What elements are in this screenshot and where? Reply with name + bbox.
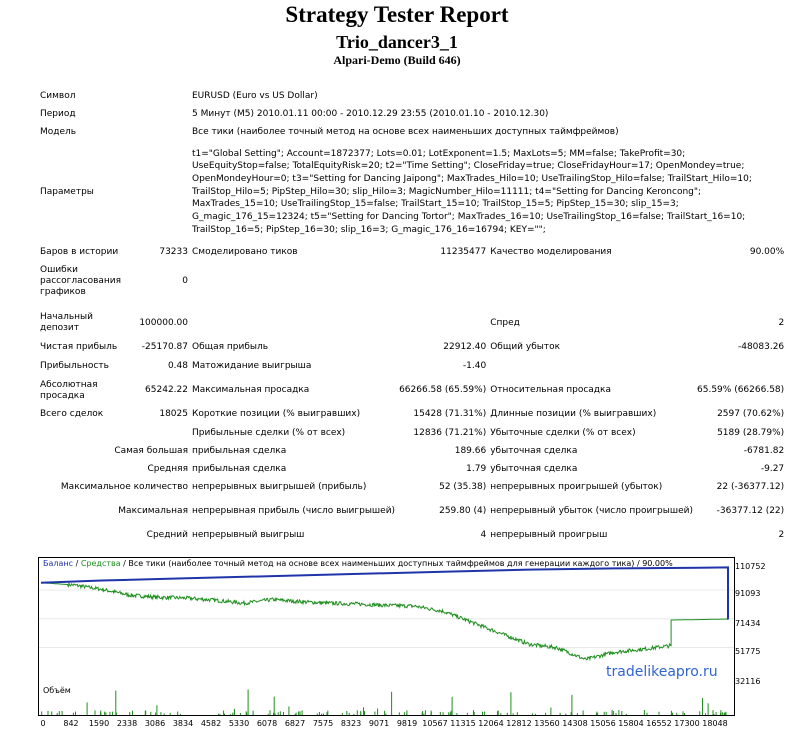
volume-bar <box>246 711 247 715</box>
average-profit-label: прибыльная сделка <box>192 463 287 474</box>
params-line: TrailStop_Hilo=5; PipStep_Hilo=30; slip_Hilo=3; MagicNumber_Hilo=11111; t4="Setting for Dancing Keroncong"; <box>192 186 702 197</box>
net-profit-label: Чистая прибыль <box>40 342 118 352</box>
volume-bar <box>357 710 358 715</box>
volume-bar <box>621 711 622 715</box>
volume-bar <box>62 711 63 715</box>
volume-bar <box>724 713 725 715</box>
volume-bar <box>48 711 49 715</box>
rel-drawdown-value: 65.59% (66266.58) <box>697 385 785 395</box>
volume-bar <box>104 712 105 715</box>
volume-label: Объём <box>43 686 71 695</box>
volume-bar <box>672 714 673 715</box>
errors-label: Ошибки рассогласования графиков <box>40 265 122 297</box>
volume-bar <box>109 712 110 715</box>
volume-bar <box>360 712 361 715</box>
x-tick-label: 1590 <box>88 719 110 728</box>
volume-bar <box>659 712 660 715</box>
volume-bar <box>683 711 684 715</box>
volume-bar <box>342 713 343 715</box>
max-consec-wins-label: непрерывных выигрышей (прибыль) <box>192 481 367 492</box>
volume-bar <box>722 712 723 715</box>
volume-bar <box>404 712 405 715</box>
volume-bar <box>456 713 457 715</box>
volume-bar <box>112 712 113 715</box>
x-tick-label: 5330 <box>228 719 250 728</box>
volume-bar <box>164 713 165 715</box>
period-label: Период <box>40 108 76 119</box>
volume-bar <box>510 692 511 715</box>
max-consec-wins-value: 52 (35.38) <box>439 481 487 492</box>
volume-bar <box>218 714 219 715</box>
volume-bar <box>500 713 501 715</box>
max-consec-profit-value: 259.80 (4) <box>439 505 487 516</box>
volume-chart-plot <box>39 685 734 715</box>
volume-bar <box>298 712 299 716</box>
y-tick-label: 91093 <box>735 589 761 598</box>
loss-trades-label: Убыточные сделки (% от всех) <box>490 427 636 438</box>
net-profit-value: -25170.87 <box>141 342 188 352</box>
y-tick-label: 32116 <box>735 677 761 686</box>
volume-bar <box>100 711 101 716</box>
errors-value: 0 <box>182 276 188 286</box>
maximal-label: Максимальная <box>118 505 188 516</box>
max-consec-losses-label: непрерывных проигрышей (убыток) <box>490 481 663 492</box>
y-tick-label: 110752 <box>735 562 766 571</box>
watermark: tradelikeapro.ru <box>606 664 718 680</box>
report-table <box>38 87 786 544</box>
volume-chart <box>38 685 735 716</box>
volume-bar <box>467 713 468 715</box>
volume-bar <box>684 713 685 715</box>
volume-bar <box>613 711 614 715</box>
average-loss-value: -9.27 <box>760 463 785 474</box>
volume-bar <box>59 711 60 715</box>
x-tick-label: 2338 <box>116 719 138 728</box>
volume-bar <box>302 710 303 715</box>
volume-bar <box>177 712 178 716</box>
largest-loss-label: убыточная сделка <box>490 445 578 456</box>
volume-bar <box>253 711 254 715</box>
volume-bar <box>517 712 518 715</box>
volume-bar <box>234 710 235 715</box>
volume-bar <box>223 711 224 716</box>
volume-bar <box>105 712 106 715</box>
report-title: Strategy Tester Report <box>285 2 509 27</box>
volume-bar <box>422 711 423 715</box>
volume-bar <box>606 712 607 715</box>
volume-bar <box>87 702 88 715</box>
mean-wins-label: непрерывный выигрыш <box>192 529 305 540</box>
bars-label: Баров в истории <box>40 247 119 257</box>
volume-bar <box>240 713 241 715</box>
largest-profit-label: прибыльная сделка <box>192 445 287 456</box>
max-count-label: Максимальное количество <box>60 481 188 492</box>
volume-bar <box>274 697 275 715</box>
volume-bar <box>248 690 249 716</box>
volume-bar <box>716 712 717 715</box>
mean-losses-label: непрерывный проигрыш <box>490 529 608 540</box>
volume-bar <box>545 713 546 715</box>
params-line: t1="Global Setting"; Account=1872377; Lots=0.01; LotExponent=1.5; MaxLots=5; MM=false; TakeProfit=30; <box>192 148 686 159</box>
volume-bar <box>170 713 171 715</box>
max-consec-profit-label: непрерывная прибыль (число выигрышей) <box>192 505 396 516</box>
volume-bar <box>425 710 426 715</box>
volume-bar <box>323 713 324 715</box>
volume-bar <box>443 712 444 715</box>
volume-bar <box>705 713 706 715</box>
short-positions-label: Короткие позиции (% выигравших) <box>192 409 361 419</box>
volume-bar <box>364 711 365 715</box>
volume-bar <box>399 712 400 715</box>
volume-bar <box>230 714 231 715</box>
bars-value: 73233 <box>159 247 188 257</box>
x-tick-label: 6827 <box>284 719 306 728</box>
profit-factor-value: 0.48 <box>167 361 188 371</box>
payoff-value: -1.40 <box>462 361 487 371</box>
volume-bar <box>275 714 276 715</box>
params-line: UseEquityStop=false; TotalEquityRisk=20; t2="Time Setting"; CloseFriday=true; CloseFridayHour=17; OpenMondey=true; <box>192 161 745 172</box>
average-profit-value: 1.79 <box>466 463 487 474</box>
gross-loss-label: Общий убыток <box>490 342 561 352</box>
params-line: TrailStop_16=5; PipStep_16=30; slip_16=3; G_magic_176_16=16794; KEY=""; <box>192 224 546 235</box>
volume-bar <box>391 692 392 715</box>
x-tick-label: 0 <box>40 719 46 728</box>
volume-bar <box>219 714 220 715</box>
volume-bar <box>565 714 566 715</box>
abs-drawdown-value: 65242.22 <box>145 385 188 395</box>
volume-bar <box>51 711 52 715</box>
volume-bar <box>132 711 133 715</box>
volume-bar <box>268 714 269 715</box>
rel-drawdown-label: Относительная просадка <box>490 385 611 395</box>
volume-bar <box>319 712 320 715</box>
symbol-value: EURUSD (Euro vs US Dollar) <box>192 90 318 101</box>
x-tick-label: 10567 <box>422 719 448 728</box>
volume-bar <box>451 711 452 715</box>
gross-profit-label: Общая прибыль <box>192 342 269 352</box>
volume-bar <box>474 712 475 715</box>
volume-bar <box>321 714 322 715</box>
x-tick-label: 3086 <box>144 719 166 728</box>
volume-bar <box>295 714 296 715</box>
volume-bar <box>377 709 378 716</box>
total-trades-label: Всего сделок <box>40 409 104 419</box>
max-consec-loss-value: -36377.12 (22) <box>716 505 785 516</box>
volume-bar <box>180 714 181 715</box>
volume-bar <box>115 691 116 715</box>
gross-loss-value: -48083.26 <box>737 342 785 352</box>
volume-bar <box>278 712 279 715</box>
volume-bar <box>384 711 385 715</box>
volume-bar <box>270 710 271 715</box>
volume-bar <box>550 708 551 716</box>
volume-bar <box>75 712 76 715</box>
volume-bar <box>618 710 619 715</box>
server-name: Alpari-Demo (Build 646) <box>333 53 461 67</box>
ticks-label: Смоделировано тиков <box>192 247 298 257</box>
volume-bar <box>507 713 508 715</box>
model-value: Все тики (наиболее точный метод на основе всех наименьших доступных таймфреймов) <box>192 126 619 137</box>
x-tick-label: 15804 <box>618 719 644 728</box>
volume-bar <box>296 713 297 715</box>
max-drawdown-label: Максимальная просадка <box>192 385 310 395</box>
loss-trades-value: 5189 (28.79%) <box>717 427 785 438</box>
profit-trades-label: Прибыльные сделки (% от всех) <box>192 427 346 438</box>
volume-bar <box>720 710 721 715</box>
volume-bar <box>374 712 375 716</box>
params-line: OpenMondeyHour=0; t3="Setting for Dancing Jaipong"; MaxTrades_Hilo=10; UseTrailingStop_Hilo=false; TrailStart_Hilo=10; <box>192 173 752 184</box>
volume-bar <box>616 713 617 715</box>
volume-bar <box>699 711 700 715</box>
largest-label: Самая большая <box>114 445 188 456</box>
volume-bar <box>156 705 157 715</box>
long-positions-value: 2597 (70.62%) <box>717 409 785 419</box>
x-tick-label: 13560 <box>534 719 560 728</box>
volume-bar <box>532 713 533 715</box>
x-tick-label: 3834 <box>172 719 194 728</box>
largest-profit-value: 189.66 <box>454 445 487 456</box>
quality-label: Качество моделирования <box>490 247 612 257</box>
volume-bar <box>535 714 536 715</box>
volume-bar <box>644 710 645 715</box>
legend-equity: Средства <box>80 559 121 568</box>
volume-bar <box>431 712 432 715</box>
volume-bar <box>497 711 498 715</box>
params-label: Параметры <box>40 186 94 197</box>
volume-bar <box>726 712 727 715</box>
volume-bar <box>513 713 514 715</box>
balance-line <box>41 567 729 618</box>
y-tick-label: 71434 <box>735 619 761 628</box>
legend-balance: Баланс <box>43 559 74 568</box>
volume-bar <box>41 712 42 716</box>
x-tick-label: 8323 <box>340 719 362 728</box>
total-trades-value: 18025 <box>159 409 188 419</box>
volume-bar <box>406 714 407 715</box>
volume-bar <box>440 712 441 715</box>
params-line: G_magic_176_15=12324; t5="Setting for Dancing Tortor"; MaxTrades_16=10; UseTrailingStop_16=false; TrailStart_16=10; <box>192 212 746 223</box>
x-tick-label: 12812 <box>506 719 532 728</box>
ticks-value: 11235477 <box>440 247 487 257</box>
volume-bar <box>317 714 318 716</box>
volume-bar <box>597 713 598 715</box>
volume-bar <box>647 713 648 715</box>
volume-bar <box>288 706 289 715</box>
volume-bar <box>714 714 715 715</box>
volume-bar <box>283 712 284 715</box>
volume-bar <box>702 698 703 715</box>
volume-bar <box>571 695 572 715</box>
x-tick-label: 9071 <box>368 719 390 728</box>
volume-bar <box>482 712 483 715</box>
x-tick-label: 18048 <box>702 719 728 728</box>
volume-bar <box>145 711 146 715</box>
volume-bar <box>423 714 424 715</box>
equity-line <box>41 583 729 660</box>
volume-bar <box>57 713 58 715</box>
volume-bar <box>327 711 328 715</box>
mean-wins-value: 4 <box>480 529 487 540</box>
period-value: 5 Минут (M5) 2010.01.11 00:00 - 2010.12.29 23:55 (2010.01.10 - 2010.12.30) <box>192 108 549 119</box>
x-tick-label: 14308 <box>562 719 588 728</box>
volume-bar <box>577 713 578 715</box>
volume-bar <box>560 713 561 715</box>
mean-losses-value: 2 <box>778 529 785 540</box>
x-tick-label: 16552 <box>646 719 672 728</box>
volume-bar <box>346 711 347 715</box>
volume-bar <box>280 711 281 715</box>
short-positions-value: 15428 (71.31%) <box>413 409 487 419</box>
spread-label: Спред <box>490 317 520 328</box>
volume-bar <box>604 712 605 715</box>
volume-bar <box>95 710 96 715</box>
max-drawdown-value: 66266.58 (65.59%) <box>399 385 487 395</box>
deposit-value: 100000.00 <box>139 317 188 328</box>
average-label: Средняя <box>147 463 188 474</box>
x-tick-label: 11315 <box>450 719 476 728</box>
payoff-label: Матожидание выигрыша <box>192 361 312 371</box>
params-line: MaxTrades_15=10; UseTrailingStop_15=false; TrailStart_15=10; TrailStop_15=5; PipStep_15=30; slip_15=3; <box>192 199 679 210</box>
legend-separator: / <box>73 559 81 568</box>
volume-bar <box>232 713 233 715</box>
symbol-label: Символ <box>40 90 76 101</box>
legend-description: / Все тики (наиболее точный метод на основе всех наименьших доступных таймфреймов для генерации каждого тика) / 90.00% <box>120 559 673 568</box>
gross-profit-value: 22912.40 <box>443 342 487 352</box>
volume-bar <box>626 714 627 715</box>
x-tick-label: 17300 <box>674 719 700 728</box>
volume-bar <box>583 711 584 716</box>
deposit-label: Начальный депозит <box>40 312 94 333</box>
spread-value: 2 <box>778 317 785 328</box>
x-tick-label: 842 <box>63 719 79 728</box>
volume-bar <box>354 714 355 715</box>
y-tick-label: 51775 <box>735 647 761 656</box>
max-consec-loss-label: непрерывный убыток (число проигрышей) <box>490 505 694 516</box>
params-value <box>190 141 786 243</box>
volume-bar <box>708 703 709 715</box>
volume-bar <box>150 712 151 715</box>
x-tick-label: 4582 <box>200 719 222 728</box>
x-tick-label: 12064 <box>478 719 504 728</box>
volume-bar <box>713 710 714 715</box>
volume-bar <box>349 713 350 715</box>
volume-bar <box>155 713 156 715</box>
volume-bar <box>129 712 130 715</box>
x-tick-label: 9819 <box>396 719 418 728</box>
x-tick-label: 6078 <box>256 719 278 728</box>
x-tick-label: 15056 <box>590 719 616 728</box>
model-label: Модель <box>40 126 77 137</box>
volume-bar <box>224 714 225 715</box>
quality-value: 90.00% <box>749 247 785 257</box>
volume-bar <box>300 711 301 715</box>
chart-legend <box>43 559 673 568</box>
volume-bar <box>612 710 613 715</box>
volume-bar <box>160 712 161 715</box>
profit-trades-value: 12836 (71.21%) <box>413 427 487 438</box>
volume-bar <box>448 712 449 715</box>
volume-bar <box>452 697 453 715</box>
largest-loss-value: -6781.82 <box>743 445 785 456</box>
max-consec-losses-value: 22 (-36377.12) <box>716 481 785 492</box>
volume-bar <box>273 713 274 715</box>
volume-bar <box>326 712 327 715</box>
average-loss-label: убыточная сделка <box>490 463 578 474</box>
mean-label: Средний <box>146 529 188 540</box>
expert-name: Trio_dancer3_1 <box>336 32 458 52</box>
volume-bar <box>676 713 677 715</box>
volume-bar <box>73 713 74 715</box>
volume-bar <box>385 714 386 715</box>
volume-bar <box>484 712 485 716</box>
long-positions-label: Длинные позиции (% выигравших) <box>490 409 657 419</box>
volume-bar <box>363 707 364 715</box>
abs-drawdown-label: Абсолютная просадка <box>40 379 98 401</box>
profit-factor-label: Прибыльность <box>40 361 109 371</box>
x-tick-label: 7575 <box>312 719 334 728</box>
